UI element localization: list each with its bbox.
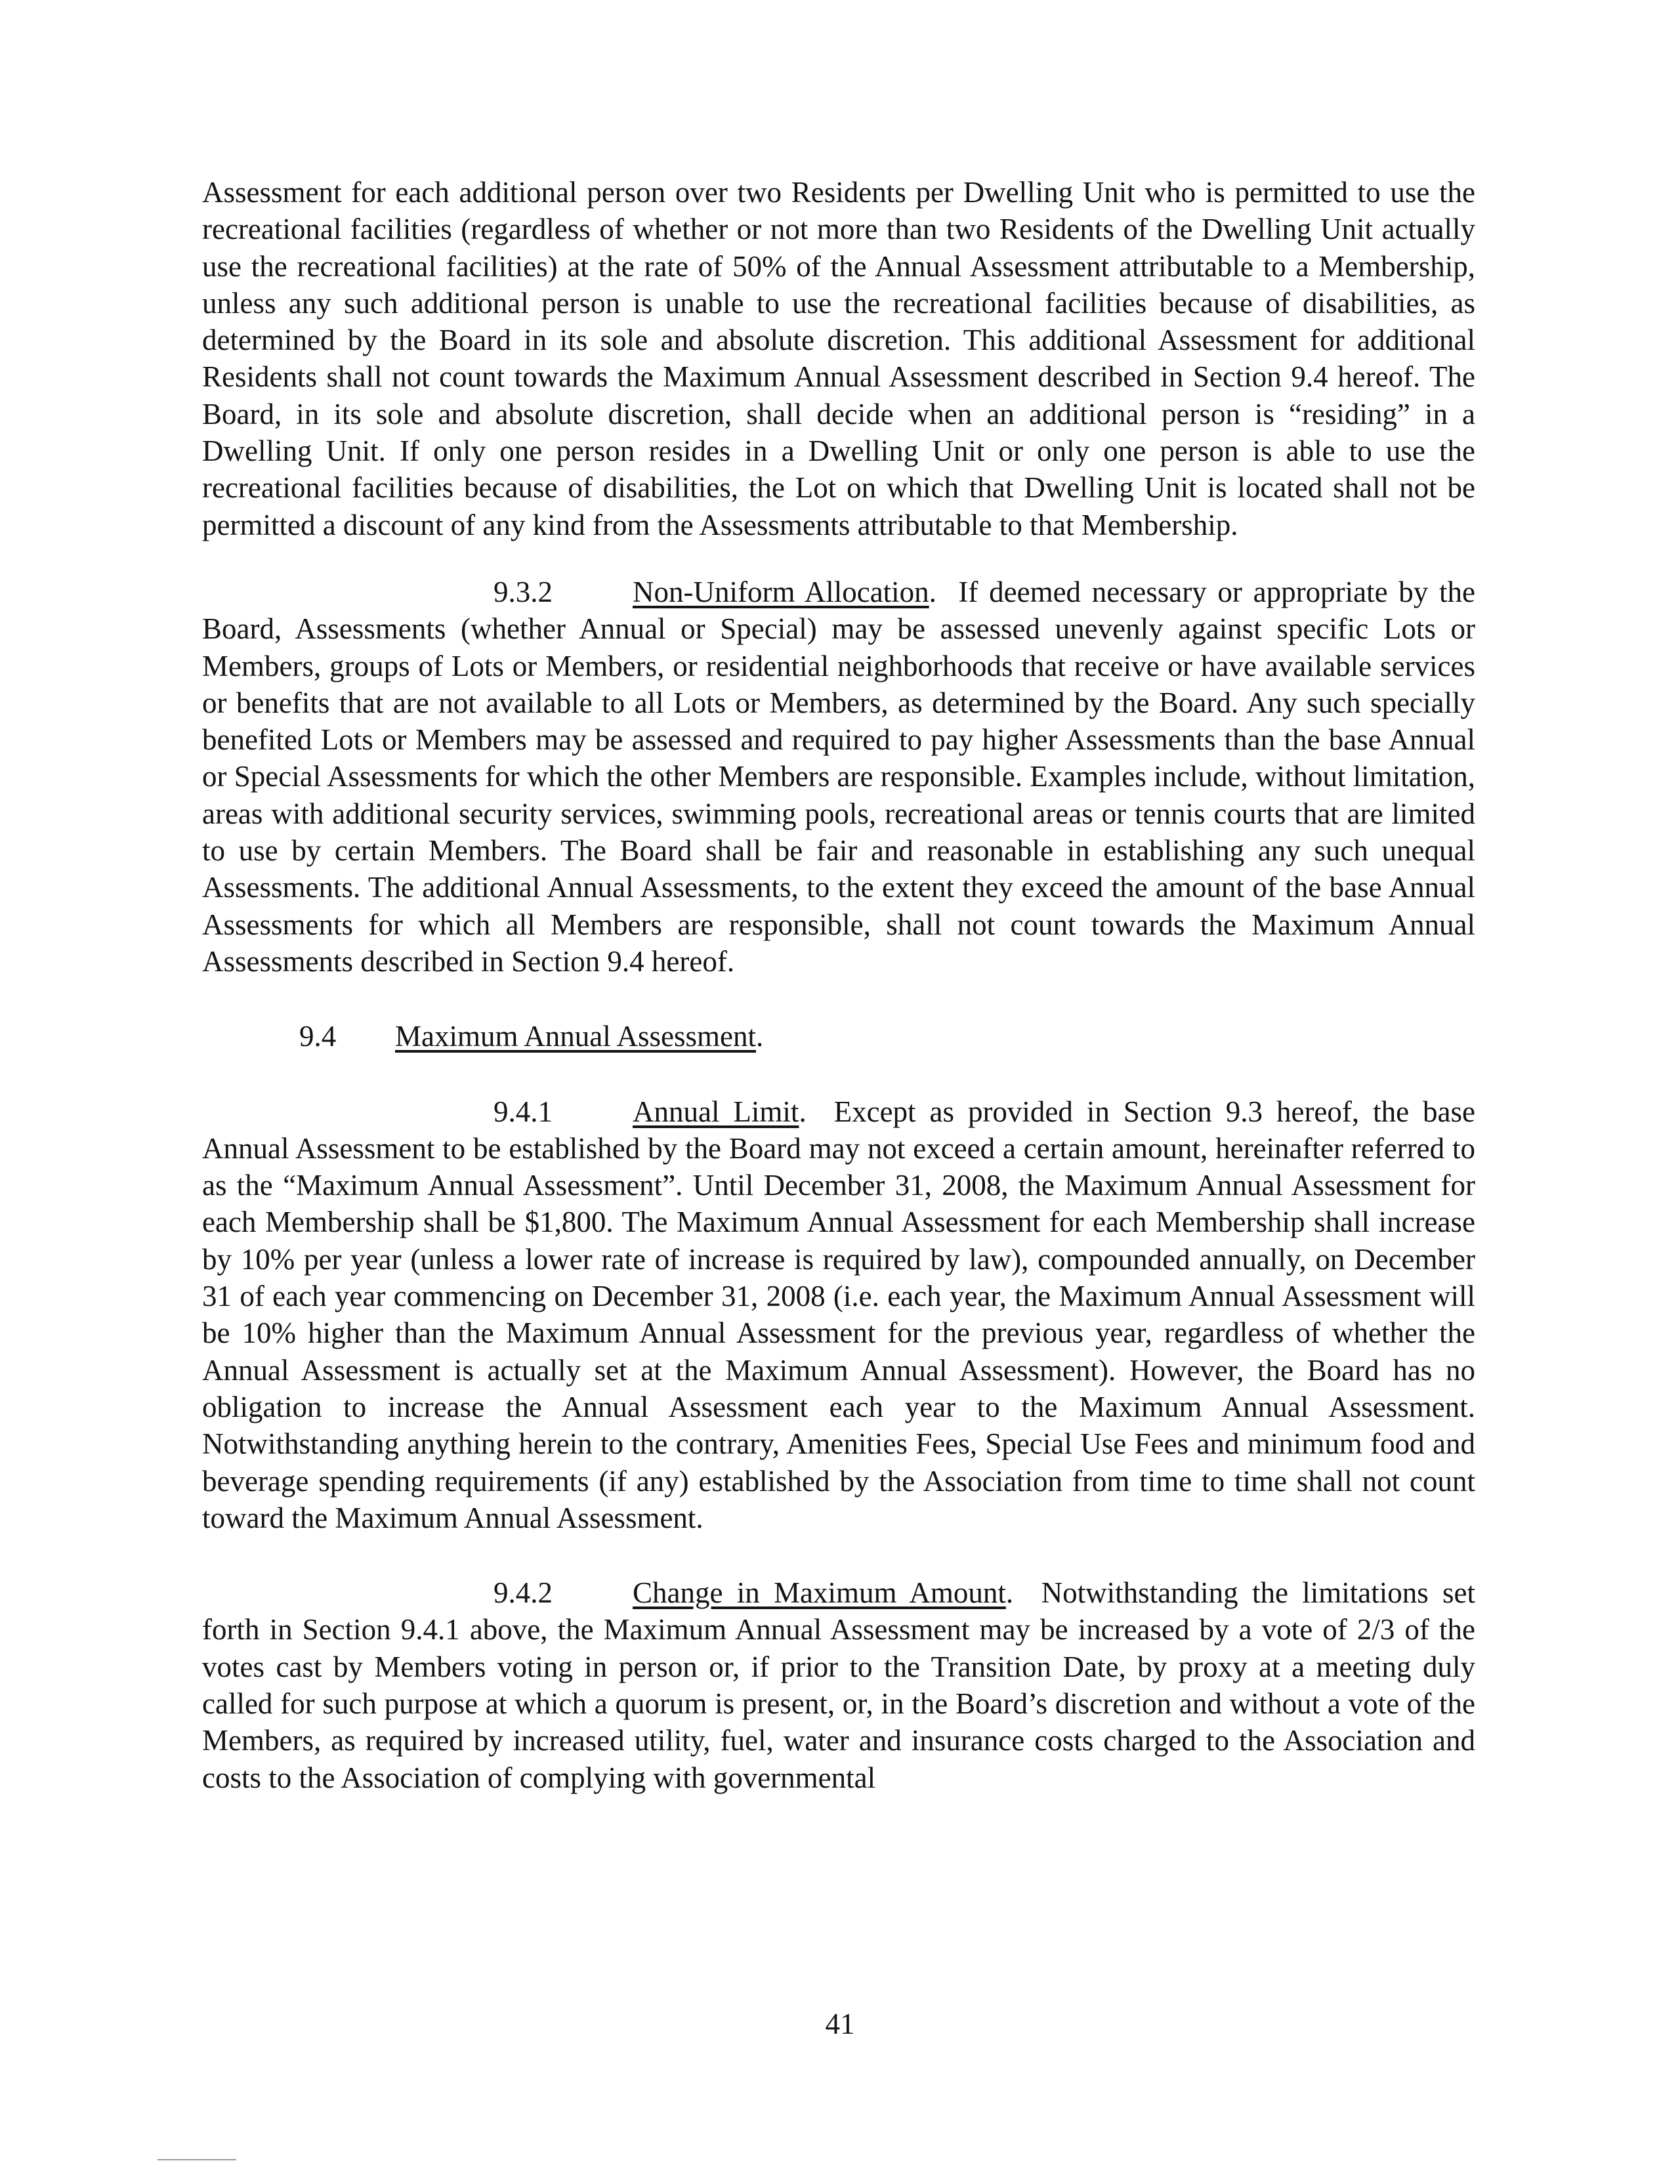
section-number: 9.4 — [299, 1020, 337, 1053]
section-number: 9.4.1 — [494, 1095, 553, 1128]
section-heading: Change in Maximum Amount — [633, 1576, 1006, 1610]
scan-artifact — [158, 2159, 236, 2160]
section-9-4-heading: 9.4 Maximum Annual Assessment. — [202, 1018, 1475, 1055]
section-heading: Maximum Annual Assessment — [395, 1020, 756, 1053]
section-number: 9.3.2 — [494, 575, 553, 608]
section-heading: Non-Uniform Allocation — [633, 575, 929, 608]
page-number: 41 — [825, 2007, 855, 2040]
paragraph-text: If deemed necessary or appropriate by the Board, Assessments (whether Annual or Special) may be assessed unevenly against specific Lots or Members, groups of Lots or Members, or residential neighborhoods that receive or have available services or benefits that are not available to all Lots or Members, as determined by the Board. Any such specially benefited Lots or Members may be assessed and required to pay higher Assessments than the base Annual or Special Assessments for which the other Members are responsible. Examples include, without limitation, areas with additional security services, swimming pools, recreational areas or tennis courts that are limited to use by certain Members. The Board shall be fair and reasonable in establishing any such unequal Assessments. The additional Annual Assessments, to the extent they exceed the amount of the base Annual Assessments for which all Members are responsible, shall not count towards the Maximum Annual Assessments described in Section 9.4 hereof. — [202, 575, 1475, 978]
paragraph-text: Notwithstanding the limitations set forth in Section 9.4.1 above, the Maximum Annual Assessment may be increased by a vote of 2/3 of the votes cast by Members voting in person or, if prior to the Transition Date, by proxy at a meeting duly called for such purpose at which a quorum is present, or, in the Board’s discretion and without a vote of the Members, as required by increased utility, fuel, water and insurance costs charged to the Association and costs to the Association of complying with governmental — [202, 1576, 1475, 1794]
paragraph-text: Assessment for each additional person over two Residents per Dwelling Unit who is permitted to use the recreational facilities (regardless of whether or not more than two Residents of the Dwelling Unit actually use the recreational facilities) at the rate of 50% of the Annual Assessment attributable to a Membership, unless any such additional person is unable to use the recreational facilities because of disabilities, as determined by the Board in its sole and absolute discretion. This additional Assessment for additional Residents shall not count towards the Maximum Annual Assessment described in Section 9.4 hereof. The Board, in its sole and absolute discretion, shall decide when an additional person is “residing” in a Dwelling Unit. If only one person resides in a Dwelling Unit or only one person is able to use the recreational facilities because of disabilities, the Lot on which that Dwelling Unit is located shall not be permitted a discount of any kind from the Assessments attributable to that Membership. — [202, 176, 1475, 541]
paragraph-9-3-2: 9.3.2 Non-Uniform Allocation. If deemed necessary or appropriate by the Board, Assessments (whether Annual or Special) may be assessed unevenly against specific Lots or Members, groups of Lots or Members, or residential neighborhoods that receive or have available services or benefits that are not available to all Lots or Members, as determined by the Board. Any such specially benefited Lots or Members may be assessed and required to pay higher Assessments than the base Annual or Special Assessments for which the other Members are responsible. Examples include, without limitation, areas with additional security services, swimming pools, recreational areas or tennis courts that are limited to use by certain Members. The Board shall be fair and reasonable in establishing any such unequal Assessments. The additional Annual Assessments, to the extent they exceed the amount of the base Annual Assessments for which all Members are responsible, shall not count towards the Maximum Annual Assessments described in Section 9.4 hereof. — [202, 574, 1475, 980]
paragraph-9-4-1: 9.4.1 Annual Limit. Except as provided in Section 9.3 hereof, the base Annual Assessment to be established by the Board may not exceed a certain amount, hereinafter referred to as the “Maximum Annual Assessment”. Until December 31, 2008, the Maximum Annual Assessment for each Membership shall be $1,800. The Maximum Annual Assessment for each Membership shall increase by 10% per year (unless a lower rate of increase is required by law), compounded annually, on December 31 of each year commencing on December 31, 2008 (i.e. each year, the Maximum Annual Assessment will be 10% higher than the Maximum Annual Assessment for the previous year, regardless of whether the Annual Assessment is actually set at the Maximum Annual Assessment). However, the Board has no obligation to increase the Annual Assessment each year to the Maximum Annual Assessment. Notwithstanding anything herein to the contrary, Amenities Fees, Special Use Fees and minimum food and beverage spending requirements (if any) established by the Association from time to time shall not count toward the Maximum Annual Assessment. — [202, 1093, 1475, 1537]
paragraph-9-4-2: 9.4.2 Change in Maximum Amount. Notwithstanding the limitations set forth in Section 9.4.1 above, the Maximum Annual Assessment may be increased by a vote of 2/3 of the votes cast by Members voting in person or, if prior to the Transition Date, by proxy at a meeting duly called for such purpose at which a quorum is present, or, in the Board’s discretion and without a vote of the Members, as required by increased utility, fuel, water and insurance costs charged to the Association and costs to the Association of complying with governmental — [202, 1574, 1475, 1796]
paragraph-text: Except as provided in Section 9.3 hereof, the base Annual Assessment to be established by the Board may not exceed a certain amount, hereinafter referred to as the “Maximum Annual Assessment”. Until December 31, 2008, the Maximum Annual Assessment for each Membership shall be $1,800. The Maximum Annual Assessment for each Membership shall increase by 10% per year (unless a lower rate of increase is required by law), compounded annually, on December 31 of each year commencing on December 31, 2008 (i.e. each year, the Maximum Annual Assessment will be 10% higher than the Maximum Annual Assessment for the previous year, regardless of whether the Annual Assessment is actually set at the Maximum Annual Assessment). However, the Board has no obligation to increase the Annual Assessment each year to the Maximum Annual Assessment. Notwithstanding anything herein to the contrary, Amenities Fees, Special Use Fees and minimum food and beverage spending requirements (if any) established by the Association from time to time shall not count toward the Maximum Annual Assessment. — [202, 1095, 1475, 1534]
section-heading: Annual Limit — [633, 1095, 799, 1128]
paragraph-assessment-additional-persons — [202, 174, 1475, 543]
section-number: 9.4.2 — [494, 1576, 553, 1610]
document-body — [202, 174, 1475, 1796]
